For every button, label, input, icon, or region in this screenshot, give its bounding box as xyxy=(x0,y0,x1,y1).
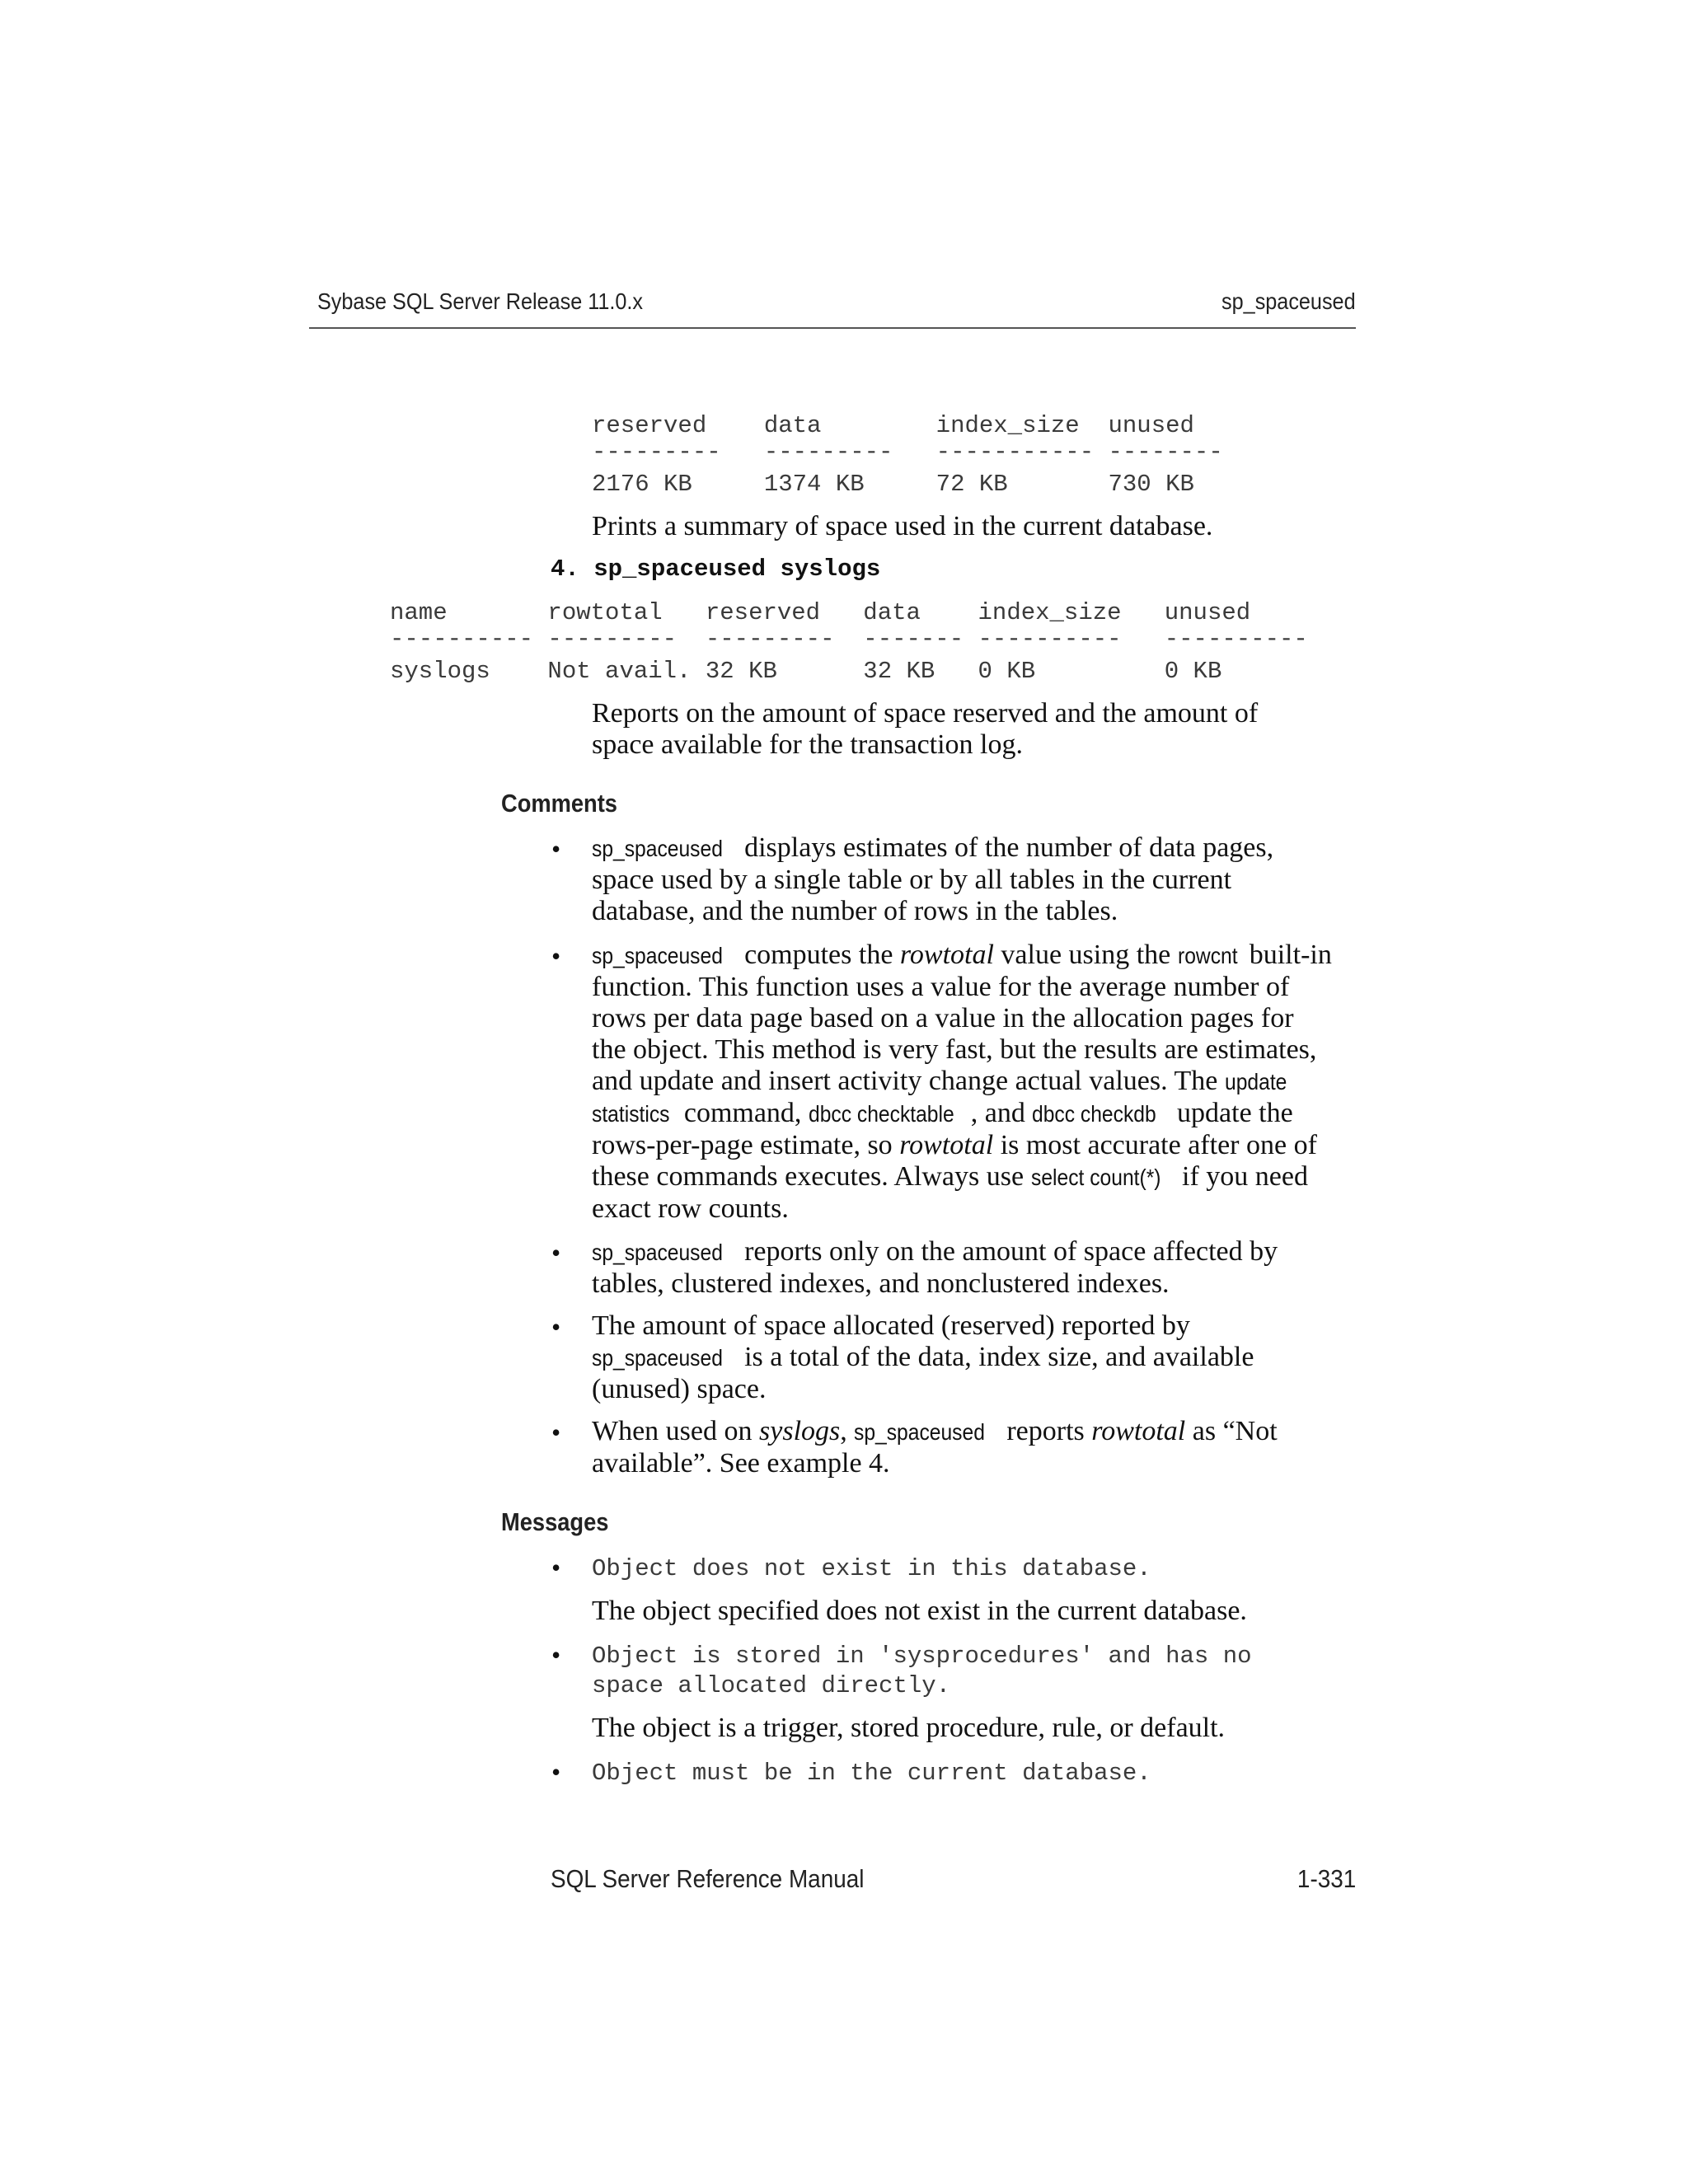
rowtotal-term: rowtotal xyxy=(899,940,994,970)
text: rows per data page based on a value in the allocation pages for xyxy=(592,1003,1294,1033)
text: function. This function uses a value for the average number of xyxy=(592,972,1290,1002)
command-name: sp_spaceused xyxy=(592,836,723,861)
bullet-icon: • xyxy=(551,941,561,971)
text: space used by a single table or by all tables in the current xyxy=(592,865,1232,895)
example3-dashes: --------- --------- ----------- -------- xyxy=(592,438,1223,466)
comment-4 xyxy=(592,1310,1254,1405)
rowtotal-term: rowtotal xyxy=(1091,1416,1186,1446)
syslogs-term: syslogs xyxy=(759,1416,841,1446)
rowcnt-function: rowcnt xyxy=(1177,943,1238,968)
comments-heading: Comments xyxy=(501,789,617,818)
dbcc-checkdb: dbcc checkdb xyxy=(1032,1101,1157,1127)
text: , xyxy=(840,1416,855,1446)
command-name: sp_spaceused xyxy=(592,1240,723,1265)
text: command, xyxy=(677,1098,809,1128)
text: reports xyxy=(999,1416,1092,1446)
message-code: Object must be in the current database. xyxy=(592,1760,1151,1787)
text: as “Not xyxy=(1185,1416,1278,1446)
example4-dashes: ---------- --------- --------- ------- ---------- ---------- xyxy=(390,626,1308,653)
text: the object. This method is very fast, but the results are estimates, xyxy=(592,1034,1317,1065)
message-code: space allocated directly. xyxy=(592,1672,951,1699)
text: built-in xyxy=(1242,940,1332,970)
text: is most accurate after one of xyxy=(993,1130,1317,1160)
bullet-icon: • xyxy=(551,1238,561,1268)
text: The amount of space allocated (reserved) reported by xyxy=(592,1310,1190,1341)
text: exact row counts. xyxy=(592,1193,789,1224)
message-description: The object is a trigger, stored procedure, rule, or default. xyxy=(592,1713,1226,1743)
bullet-icon: • xyxy=(551,1640,561,1670)
example4-values: syslogs Not avail. 32 KB 32 KB 0 KB 0 KB xyxy=(390,658,1222,685)
example4-title xyxy=(551,555,880,583)
text: (unused) space. xyxy=(592,1374,767,1404)
example3-values: 2176 KB 1374 KB 72 KB 730 KB xyxy=(592,471,1194,498)
comment-3 xyxy=(592,1236,1278,1300)
text: rows-per-page estimate, so xyxy=(592,1130,900,1160)
messages-heading: Messages xyxy=(501,1507,609,1536)
statistics-command: statistics xyxy=(592,1101,670,1127)
bullet-icon: • xyxy=(551,1312,561,1342)
text: if you need xyxy=(1175,1161,1308,1192)
message-description: The object specified does not exist in the current database. xyxy=(592,1596,1247,1626)
running-header-topic: sp_spaceused xyxy=(1221,288,1356,314)
text: , and xyxy=(970,1098,1033,1128)
text: displays estimates of the number of data pages, xyxy=(737,832,1274,863)
bullet-icon: • xyxy=(551,834,561,864)
text: these commands executes. Always use xyxy=(592,1161,1031,1192)
text: reports only on the amount of space affected by xyxy=(737,1236,1278,1267)
text: database, and the number of rows in the tables. xyxy=(592,896,1118,926)
comment-1 xyxy=(592,832,1273,927)
example3-columns: reserved data index_size unused xyxy=(592,412,1194,439)
dbcc-checktable: dbcc checktable xyxy=(808,1101,954,1127)
comment-5 xyxy=(592,1416,1278,1479)
page-number: 1-331 xyxy=(1296,1864,1356,1893)
desc-line: space available for the transaction log. xyxy=(592,729,1023,760)
example3-description: Prints a summary of space used in the current database. xyxy=(592,511,1213,541)
bullet-icon: • xyxy=(551,1553,561,1582)
text: is a total of the data, index size, and available xyxy=(737,1342,1254,1372)
text: update the xyxy=(1170,1098,1293,1128)
example-command: sp_spaceused syslogs xyxy=(593,555,881,583)
example4-description xyxy=(592,698,1258,761)
command-name: sp_spaceused xyxy=(854,1419,986,1445)
desc-line: Reports on the amount of space reserved and the amount of xyxy=(592,698,1259,729)
command-name: sp_spaceused xyxy=(592,1345,723,1371)
message-code: Object does not exist in this database. xyxy=(592,1555,1151,1582)
text: When used on xyxy=(592,1416,760,1446)
running-header-title: Sybase SQL Server Release 11.0.x xyxy=(317,288,644,314)
message-code: Object is stored in 'sysprocedures' and has no xyxy=(592,1643,1252,1670)
example-number: 4. xyxy=(551,555,579,583)
update-command: update xyxy=(1224,1069,1287,1094)
select-count: select count(*) xyxy=(1030,1165,1161,1190)
header-rule xyxy=(309,327,1356,329)
bullet-icon: • xyxy=(551,1418,561,1447)
text: value using the xyxy=(993,940,1178,970)
example4-columns: name rowtotal reserved data index_size unused xyxy=(390,599,1251,626)
command-name: sp_spaceused xyxy=(592,943,723,968)
text: tables, clustered indexes, and nonclustered indexes. xyxy=(592,1268,1170,1299)
comment-2 xyxy=(592,940,1332,1225)
rowtotal-term: rowtotal xyxy=(899,1130,994,1160)
text: and update and insert activity change actual values. The xyxy=(592,1066,1225,1096)
text: available”. See example 4. xyxy=(592,1448,890,1479)
bullet-icon: • xyxy=(551,1757,561,1787)
footer-manual-title: SQL Server Reference Manual xyxy=(551,1864,865,1893)
text: computes the xyxy=(737,940,900,970)
